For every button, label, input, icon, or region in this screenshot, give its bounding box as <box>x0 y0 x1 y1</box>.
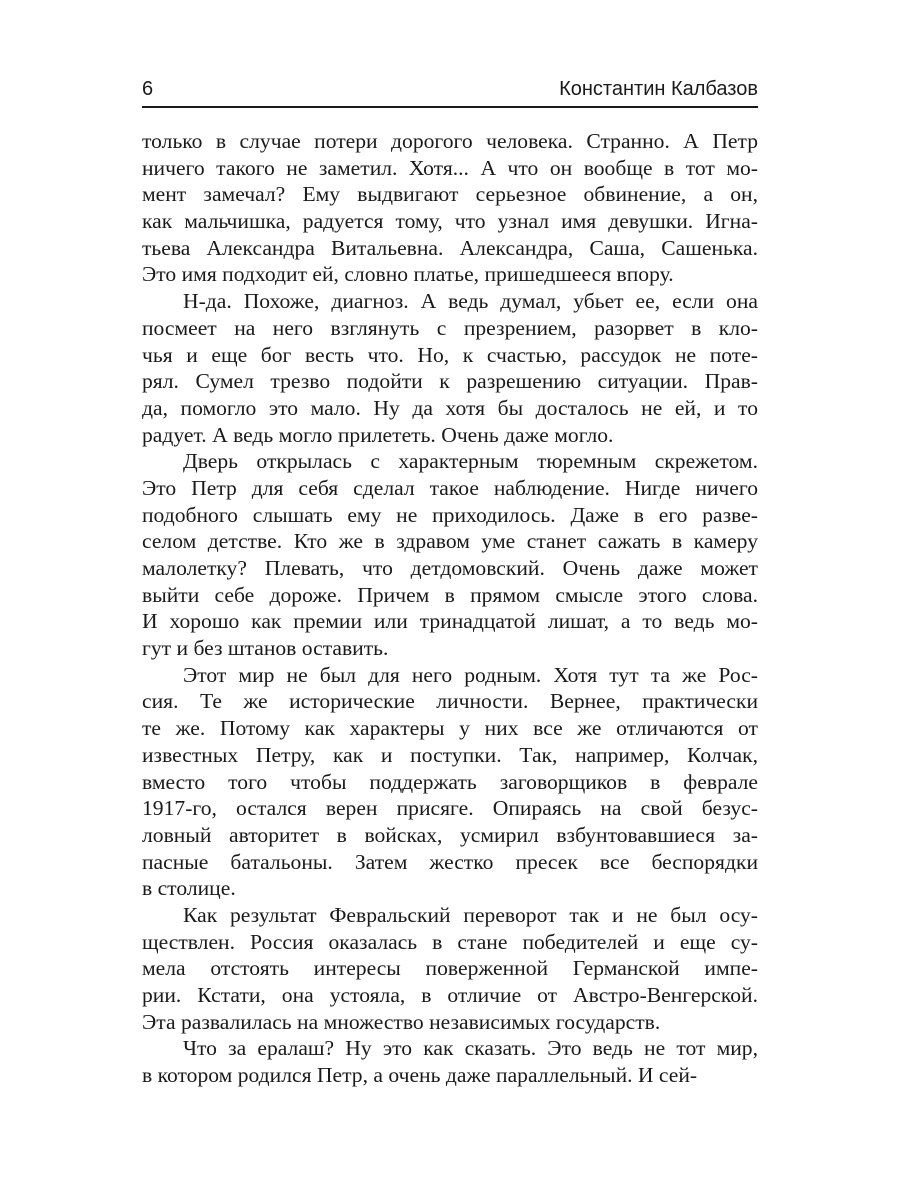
text-line: Это Петр для себя сделал такое наблюдение. Нигде ничего <box>142 475 758 500</box>
text-line: да, помогло это мало. Ну да хотя бы досталось не ей, и то <box>142 395 758 420</box>
text-line: Н-да. Похоже, диагноз. А ведь думал, убьет ее, если она <box>183 289 758 314</box>
text-line: вместо того чтобы поддержать заговорщиков в феврале <box>142 769 758 794</box>
text-line: рии. Кстати, она устояла, в отличие от Австро-Венгерской. <box>142 983 758 1007</box>
text-line: Что за ералаш? Ну это как сказать. Это ведь не тот мир, <box>183 1036 758 1061</box>
text-line: гут и без штанов оставить. <box>142 636 389 661</box>
text-line: ловный авторитет в войсках, усмирил взбунтовавшиеся за- <box>142 822 758 847</box>
text-line: мела отстоять интересы поверженной Германской импе- <box>142 956 758 981</box>
paragraph <box>142 128 758 288</box>
text-line: селом детстве. Кто же в здравом уме станет сажать в камеру <box>142 529 758 554</box>
text-line: те же. Потому как характеры у них все же отличаются от <box>142 716 758 741</box>
text-line: посмеет на него взглянуть с презрением, разорвет в кло- <box>142 315 758 340</box>
text-line: Дверь открылась с характерным тюремным скрежетом. <box>183 449 758 474</box>
paragraph <box>142 902 758 1035</box>
header-rule <box>142 106 758 108</box>
text-line: 1917-го, остался верен присяге. Опираясь на свой безус- <box>142 796 758 821</box>
text-line: И хорошо как премии или тринадцатой лишат, а то ведь мо- <box>142 609 758 634</box>
text-line: чья и еще бог весть что. Но, к счастью, рассудок не поте- <box>142 342 758 367</box>
text-line: выйти себе дороже. Причем в прямом смысле этого слова. <box>142 582 758 607</box>
text-line: Как результат Февральский переворот так и не был осу- <box>183 902 758 927</box>
paragraph <box>142 448 758 662</box>
text-line: ничего такого не заметил. Хотя... А что он вообще в тот мо- <box>142 155 758 180</box>
text-line: малолетку? Плевать, что детдомовский. Очень даже может <box>142 556 758 580</box>
text-line: рял. Сумел трезво подойти к разрешению ситуации. Прав- <box>142 369 758 394</box>
page-number: 6 <box>142 78 154 100</box>
running-title: Константин Калбазов <box>559 78 758 100</box>
text-line: Это имя подходит ей, словно платье, пришедшееся впору. <box>142 262 674 287</box>
paragraph <box>142 662 758 902</box>
text-line: подобного слышать ему не приходилось. Даже в его разве- <box>142 502 758 527</box>
text-line: Этот мир не был для него родным. Хотя тут та же Рос- <box>183 662 758 687</box>
text-line: сия. Те же исторические личности. Вернее, практически <box>142 689 758 714</box>
page-header <box>142 72 758 108</box>
text-line: в котором родился Петр, а очень даже параллельный. И сей- <box>142 1063 698 1088</box>
text-line: радует. А ведь могло прилететь. Очень даже могло. <box>142 422 614 447</box>
text-line: только в случае потери дорогого человека. Странно. А Петр <box>142 129 758 153</box>
text-line: ществлен. Россия оказалась в стане победителей и еще су- <box>142 929 758 954</box>
text-line: как мальчишка, радуется тому, что узнал имя девушки. Игна- <box>142 209 758 234</box>
paragraph <box>142 288 758 448</box>
paragraph <box>142 1035 758 1088</box>
body-text <box>142 128 758 1089</box>
text-line: в столице. <box>142 876 236 901</box>
text-line: Эта развалилась на множество независимых государств. <box>142 1009 661 1034</box>
text-line: пасные батальоны. Затем жестко пресек все беспорядки <box>142 849 758 874</box>
text-line: тьева Александра Витальевна. Александра, Саша, Сашенька. <box>142 235 758 260</box>
text-line: известных Петру, как и поступки. Так, например, Колчак, <box>142 742 758 767</box>
text-line: мент замечал? Ему выдвигают серьезное обвинение, а он, <box>142 182 758 207</box>
